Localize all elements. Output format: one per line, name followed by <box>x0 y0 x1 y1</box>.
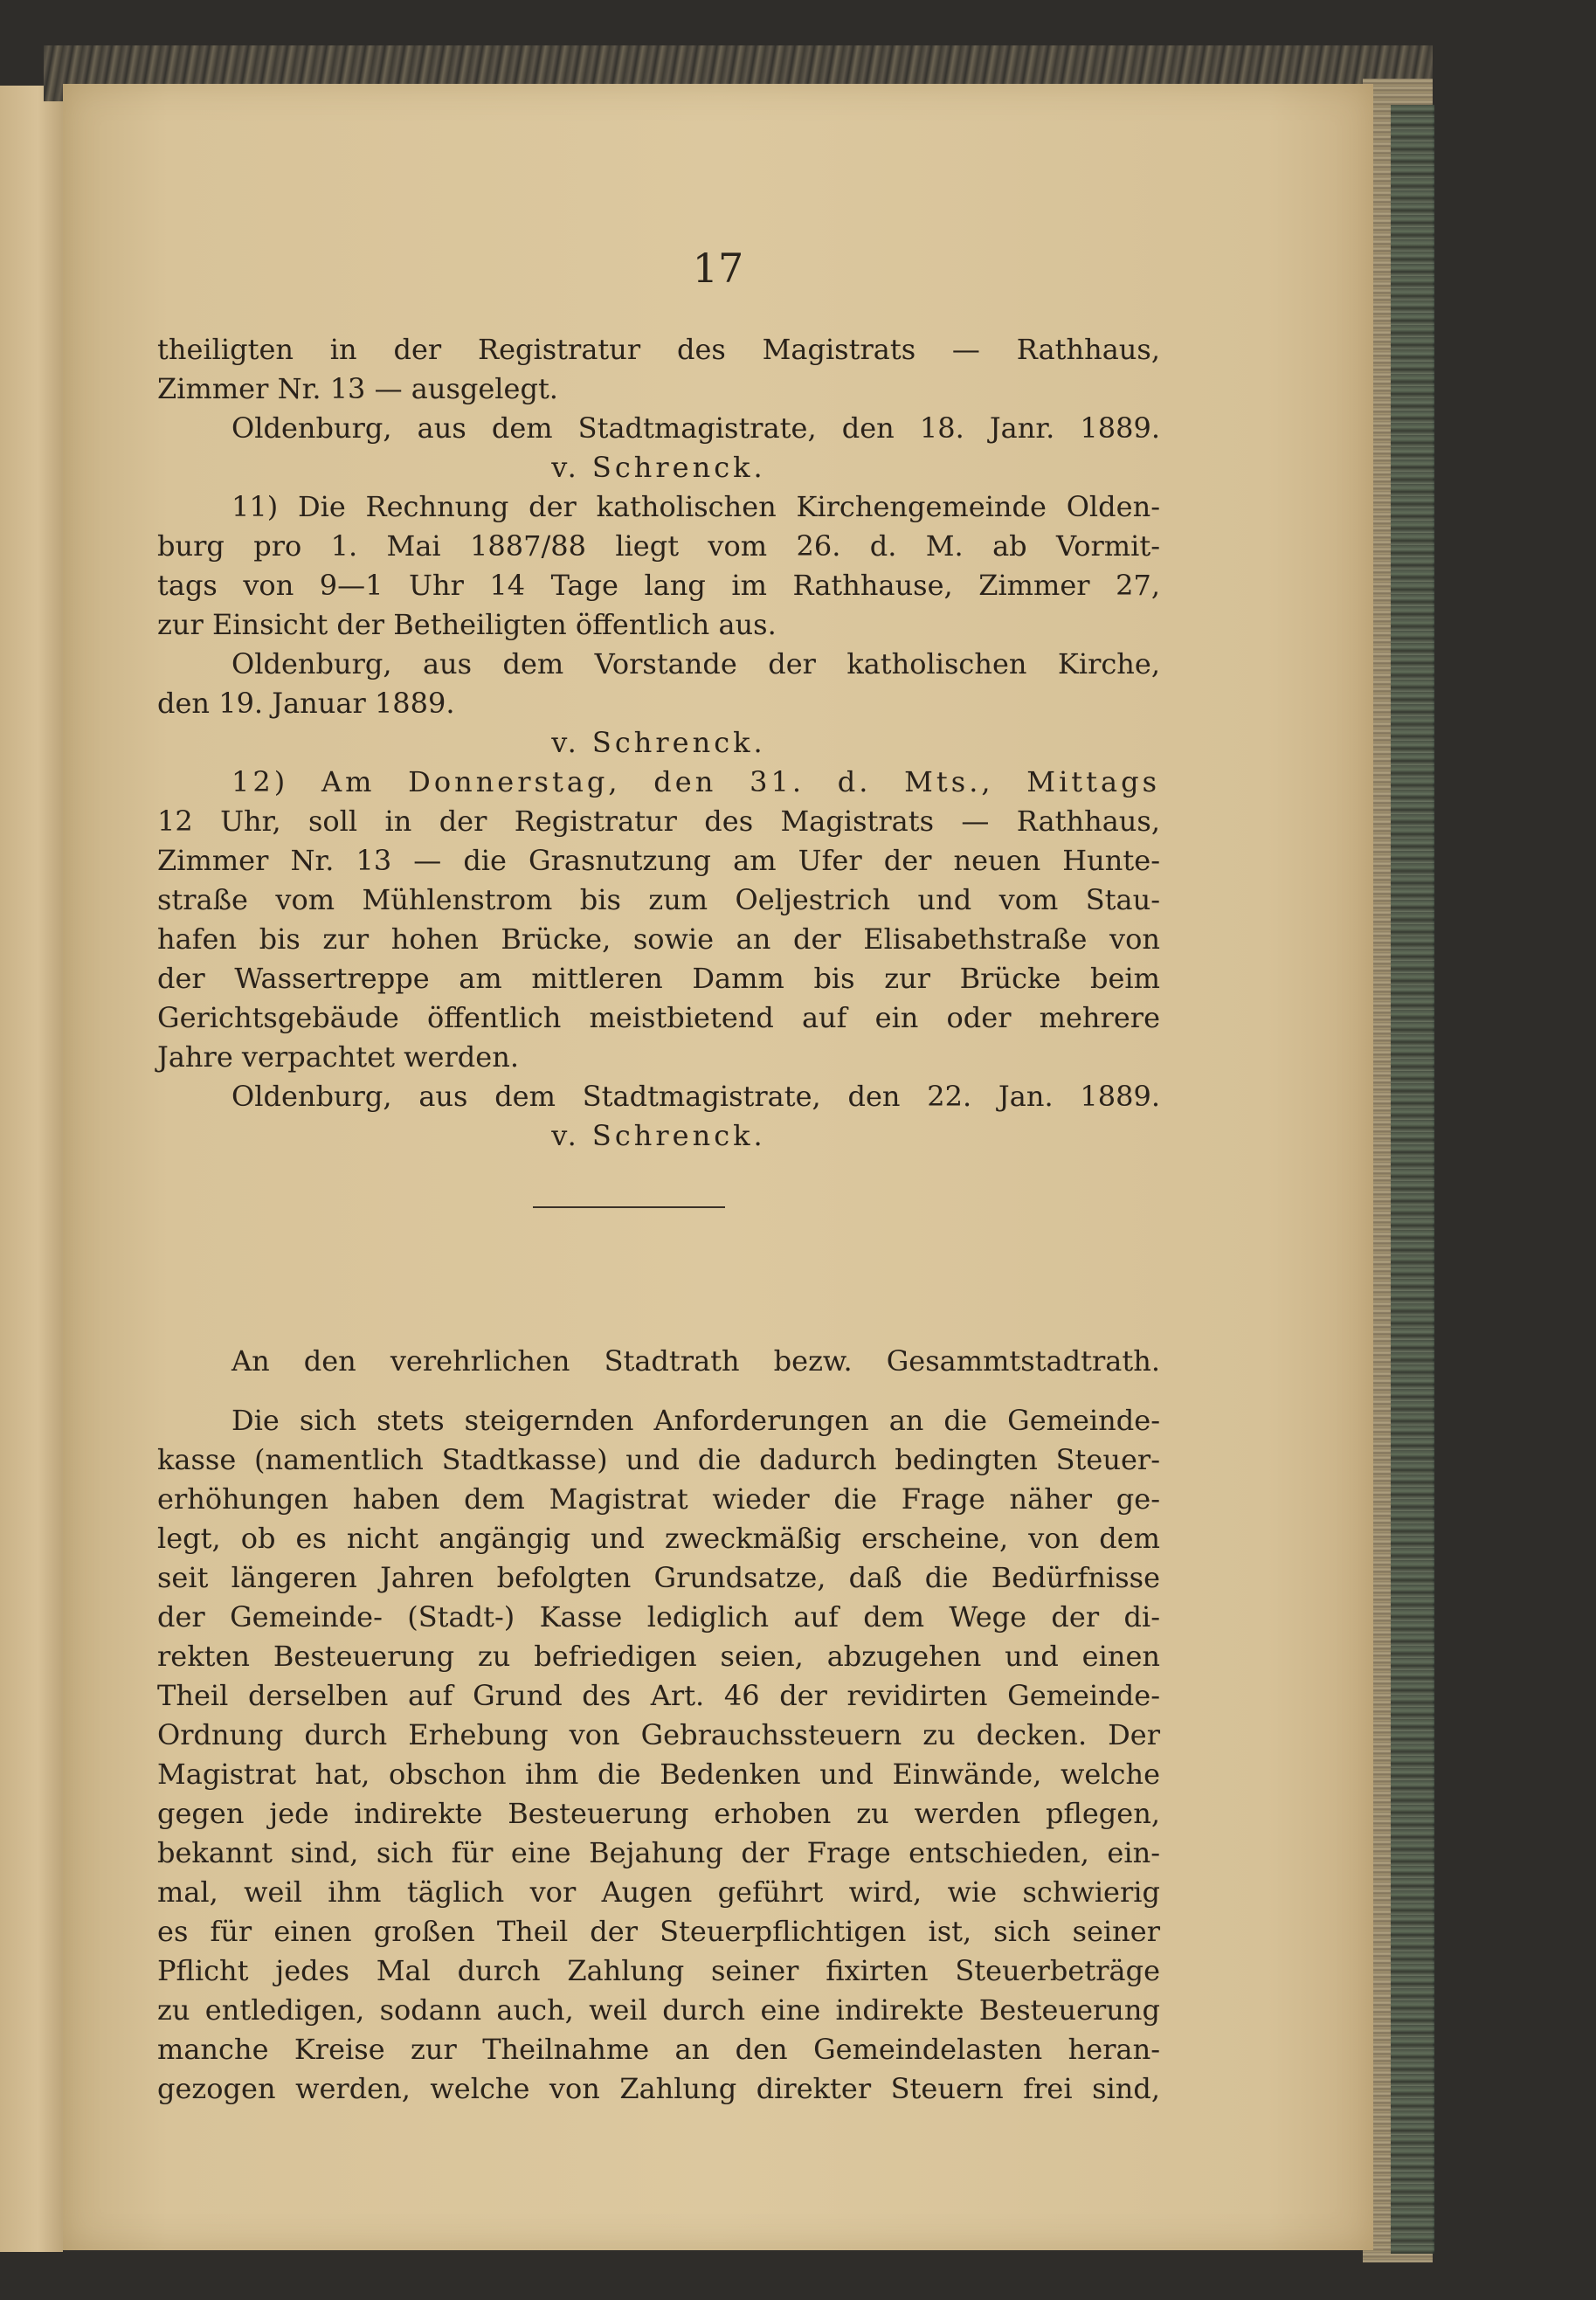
signature-line: v. Schrenck. <box>551 451 766 484</box>
text-line: burg pro 1. Mai 1887/88 liegt vom 26. d. M. ab Vormit- <box>157 529 1160 563</box>
text-line: Zimmer Nr. 13 — die Grasnutzung am Ufer der neuen Hunte- <box>157 844 1160 877</box>
section-divider <box>533 1206 725 1208</box>
text-line: Magistrat hat, obschon ihm die Bedenken und Einwände, welche <box>157 1758 1160 1791</box>
previous-page-edge <box>0 86 63 2252</box>
text-line: bekannt sind, sich für eine Bejahung der Frage entschieden, ein- <box>157 1836 1160 1869</box>
text-line: der Wassertreppe am mittleren Damm bis zur Brücke beim <box>157 962 1160 995</box>
text-line: der Gemeinde- (Stadt-) Kasse lediglich auf dem Wege der di- <box>157 1600 1160 1633</box>
text-line: zu entledigen, sodann auch, weil durch eine indirekte Besteuerung <box>157 1993 1160 2027</box>
text-line: tags von 9—1 Uhr 14 Tage lang im Rathhause, Zimmer 27, <box>157 569 1160 602</box>
text-line: rekten Besteuerung zu befriedigen seien, abzugehen und einen <box>157 1640 1160 1673</box>
text-line: zur Einsicht der Betheiligten öffentlich aus. <box>157 608 777 641</box>
address-heading-block <box>157 1342 1160 1381</box>
book-page <box>63 84 1373 2250</box>
text-line: mal, weil ihm täglich vor Augen geführt wird, wie schwierig <box>157 1875 1160 1909</box>
text-line: gezogen werden, welche von Zahlung direkter Steuern frei sind, <box>157 2072 1160 2105</box>
text-line: Zimmer Nr. 13 — ausgelegt. <box>157 372 558 405</box>
address-heading: An den verehrlichen Stadtrath bezw. Gesammtstadtrath. <box>231 1344 1160 1378</box>
text-line: straße vom Mühlenstrom bis zum Oeljestrich und vom Stau- <box>157 883 1160 916</box>
text-line: Oldenburg, aus dem Stadtmagistrate, den 22. Jan. 1889. <box>231 1080 1160 1113</box>
text-line: Pflicht jedes Mal durch Zahlung seiner fixirten Steuerbeträge <box>157 1954 1160 1987</box>
text-line: Oldenburg, aus dem Vorstande der katholischen Kirche, <box>231 647 1160 680</box>
text-line: gegen jede indirekte Besteuerung erhoben zu werden pflegen, <box>157 1797 1160 1830</box>
text-line: Die sich stets steigernden Anforderungen an die Gemeinde- <box>231 1404 1160 1437</box>
text-line: Gerichtsgebäude öffentlich meistbietend auf ein oder mehrere <box>157 1001 1160 1034</box>
signature-line: v. Schrenck. <box>551 726 766 759</box>
text-line: es für einen großen Theil der Steuerpflichtigen ist, sich seiner <box>157 1915 1160 1948</box>
text-line: den 19. Januar 1889. <box>157 687 455 720</box>
text-line: kasse (namentlich Stadtkasse) und die dadurch bedingten Steuer- <box>157 1443 1160 1476</box>
text-line: 11) Die Rechnung der katholischen Kirchengemeinde Olden- <box>231 490 1160 523</box>
signature-line: v. Schrenck. <box>551 1119 766 1152</box>
cover-side-strip <box>1391 105 1434 2254</box>
notice-block <box>157 330 1160 1156</box>
text-line: Oldenburg, aus dem Stadtmagistrate, den 18. Janr. 1889. <box>231 411 1160 445</box>
text-line: seit längeren Jahren befolgten Grundsatze, daß die Bedürfnisse <box>157 1561 1160 1594</box>
text-line: 12 Uhr, soll in der Registratur des Magistrats — Rathhaus, <box>157 805 1160 838</box>
text-line: Jahre verpachtet werden. <box>157 1040 519 1074</box>
body-block <box>157 1401 1160 2109</box>
text-line: manche Kreise zur Theilnahme an den Gemeindelasten heran- <box>157 2033 1160 2066</box>
page-number: 17 <box>692 245 744 292</box>
text-line: theiligten in der Registratur des Magistrats — Rathhaus, <box>157 333 1160 366</box>
text-line: legt, ob es nicht angängig und zweckmäßig erscheine, von dem <box>157 1522 1160 1555</box>
text-line: 12) Am Donnerstag, den 31. d. Mts., Mittags <box>231 765 1160 798</box>
text-line: erhöhungen haben dem Magistrat wieder die Frage näher ge- <box>157 1482 1160 1516</box>
text-line: hafen bis zur hohen Brücke, sowie an der Elisabethstraße von <box>157 922 1160 956</box>
text-line: Theil derselben auf Grund des Art. 46 der revidirten Gemeinde- <box>157 1679 1160 1712</box>
text-line: Ordnung durch Erhebung von Gebrauchssteuern zu decken. Der <box>157 1718 1160 1751</box>
